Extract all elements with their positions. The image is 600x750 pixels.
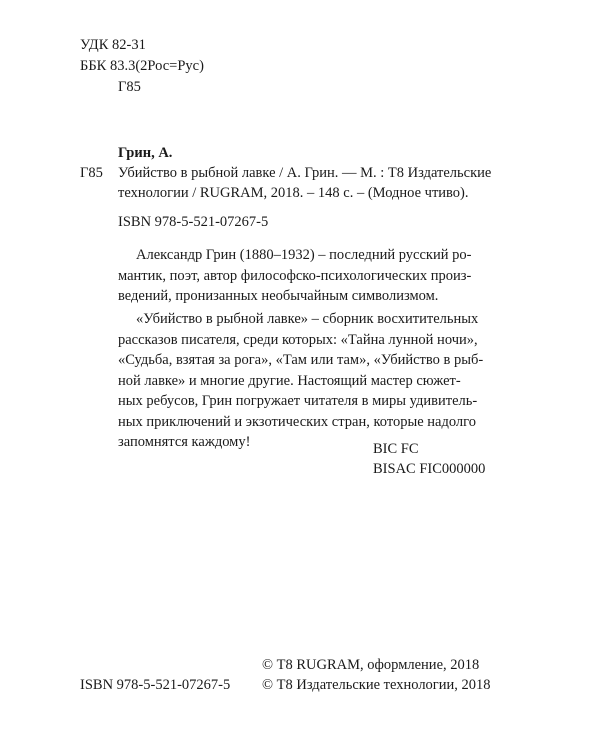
annotation-line: ной лавке» и многие другие. Настоящий мастер сюжет-: [118, 372, 461, 389]
annotation-paragraph-1: [118, 246, 510, 308]
entry-sign: Г85: [80, 165, 103, 181]
annotation-line: ведений, пронизанных необычайным символизмом.: [118, 288, 439, 304]
entry-isbn: ISBN 978-5-521-07267-5: [118, 214, 269, 230]
annotation-line: запомнятся каждому!: [118, 434, 251, 450]
author-sign-code: Г85: [118, 79, 141, 95]
annotation-paragraph-2: [118, 310, 510, 454]
entry-description-line1: Убийство в рыбной лавке / А. Грин. — М. : Т8 Издательские: [118, 165, 492, 181]
annotation-line: «Судьба, взятая за рога», «Там или там», «Убийство в рыб-: [118, 352, 484, 368]
annotation-line: ных ребусов, Грин погружает читателя в миры удивитель-: [118, 393, 478, 409]
footer-isbn: ISBN 978-5-521-07267-5: [80, 677, 231, 693]
annotation-line: Александр Грин (1880–1932) – последний русский ро-: [136, 247, 472, 263]
annotation-line: рассказов писателя, среди которых: «Тайна лунной ночи»,: [118, 331, 478, 348]
annotation-line: «Убийство в рыбной лавке» – сборник восхитительных: [136, 311, 479, 327]
annotation-line: ных приключений и экзотических стран, которые надолго: [118, 413, 476, 430]
bisac-code: BISAC FIC000000: [373, 461, 486, 477]
bbk-code: ББК 83.3(2Рос=Рус): [80, 58, 204, 74]
entry-author: Грин, А.: [118, 145, 173, 161]
copyright-design: © Т8 RUGRAM, оформление, 2018: [262, 657, 480, 673]
bic-code: BIC FC: [373, 441, 419, 457]
entry-description-line2: технологии / RUGRAM, 2018. – 148 с. – (Модное чтиво).: [118, 185, 469, 201]
annotation-line: мантик, поэт, автор философско-психологических произ-: [118, 267, 472, 284]
udk-code: УДК 82-31: [80, 37, 146, 53]
copyright-publisher: © Т8 Издательские технологии, 2018: [262, 677, 491, 693]
